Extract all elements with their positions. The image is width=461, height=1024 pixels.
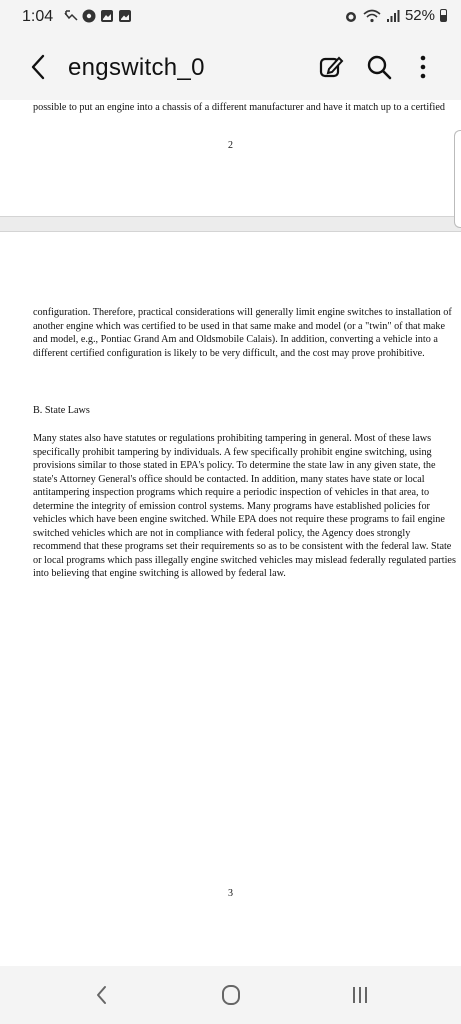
page-separator <box>0 216 461 232</box>
text-line: state's Attorney General's office should be contacted. In addition, many states have state or local <box>33 473 425 485</box>
signal-icon <box>386 9 400 23</box>
text-line: antitampering inspection programs which require a periodic inspection of vehicles in that area, to <box>33 487 430 498</box>
status-bar <box>0 0 461 34</box>
text-line: provisions similar to those stated in EPA's policy. To determine the state law in any given state, the <box>33 460 436 471</box>
text-line: recommend that these programs set their requirements so as to be consistent with the federal law. State <box>33 541 452 552</box>
section-heading: B. State Laws <box>33 405 90 416</box>
battery-percent: 52% <box>404 7 435 24</box>
home-icon[interactable] <box>216 980 246 1010</box>
text-line: configuration. Therefore, practical considerations will generally limit engine switches to installation of <box>33 307 452 318</box>
edit-icon[interactable] <box>316 52 346 82</box>
back-arrow-icon[interactable] <box>24 52 54 82</box>
paragraph-configuration <box>33 306 457 360</box>
document-title: engswitch_0 <box>68 54 205 81</box>
status-time: 1:04 <box>22 8 54 25</box>
battery-icon <box>440 9 447 22</box>
notification-icons <box>64 9 132 23</box>
paragraph-state-laws <box>33 432 457 581</box>
page-number-2: 2 <box>228 140 233 151</box>
page-text-line: possible to put an engine into a chassis of a different manufacturer and have it match up to a certified <box>33 102 445 113</box>
text-line: vehicles which have been engine switched. While EPA does not require these programs to fail engine <box>33 514 445 525</box>
text-line: switched vehicles which are not in compliance with federal policy, the Agency does strongly <box>33 527 411 539</box>
nav-back-icon[interactable] <box>87 980 117 1010</box>
search-icon[interactable] <box>364 52 394 82</box>
text-line: Many states also have statutes or regulations prohibiting tampering in general. Most of these laws <box>33 433 432 444</box>
text-line: determine the integrity of emission control systems. Many programs have established policies for <box>33 500 430 512</box>
document-viewer[interactable] <box>0 100 461 966</box>
text-line: different certified configuration is likely to be very difficult, and the cost may prove prohibitive. <box>33 347 425 359</box>
alarm-icon <box>344 9 358 23</box>
gallery-icon <box>100 9 114 23</box>
more-options-icon[interactable] <box>408 52 438 82</box>
text-line: into believing that engine switching is allowed by federal law. <box>33 568 286 579</box>
settings-app-icon <box>82 9 96 23</box>
page-number-3: 3 <box>228 888 233 899</box>
text-line: or local programs which pass illegally engine switched vehicles may mislead federally regulated parties <box>33 554 456 566</box>
missed-call-icon <box>64 9 78 23</box>
text-line: another engine which was certified to be used in that same make and model (or a "twin" of that make <box>33 320 446 332</box>
app-bar <box>0 34 461 100</box>
scroll-handle[interactable] <box>454 130 461 228</box>
status-right <box>344 7 447 24</box>
photo-icon <box>118 9 132 23</box>
navigation-bar <box>0 966 461 1024</box>
text-line: and model, e.g., Pontiac Grand Am and Oldsmobile Calais). In addition, converting a vehicle into a <box>33 334 438 345</box>
text-line: specifically prohibit tampering by individuals. A few specifically prohibit engine switching, using <box>33 446 432 458</box>
wifi-icon <box>363 9 381 23</box>
recent-apps-icon[interactable] <box>345 980 375 1010</box>
